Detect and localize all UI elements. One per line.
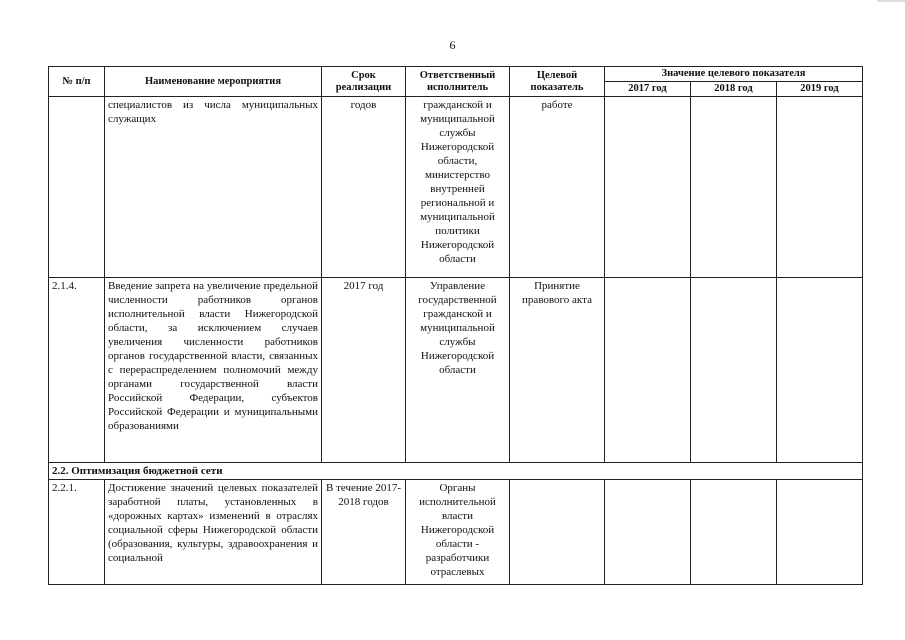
sheet-edge — [877, 0, 905, 2]
header-year-2018: 2018 год — [691, 82, 777, 97]
header-year-2017: 2017 год — [605, 82, 691, 97]
cell-value-2019 — [777, 97, 863, 278]
header-target: Целевой показатель — [510, 67, 605, 97]
cell-target — [510, 480, 605, 585]
cell-value-2017 — [605, 278, 691, 463]
cell-responsible: гражданской и муниципальной службы Нижегородской области, министерство внутренней региональной и муниципальной политики Нижегородской области — [406, 97, 510, 278]
cell-value-2018 — [691, 480, 777, 585]
section-title: 2.2. Оптимизация бюджетной сети — [49, 463, 863, 480]
cell-responsible: Управление государственной гражданской и муниципальной службы Нижегородской области — [406, 278, 510, 463]
header-year-2019: 2019 год — [777, 82, 863, 97]
header-name: Наименование мероприятия — [105, 67, 322, 97]
cell-name: Достижение значений целевых показателей заработной платы, установленных в «дорожных картах» изменений в отраслях социальной сферы Нижегородской области (образования, культуры, здравоохранения и социальной — [105, 480, 322, 585]
header-num: № п/п — [49, 67, 105, 97]
cell-num: 2.2.1. — [49, 480, 105, 585]
cell-term: годов — [322, 97, 406, 278]
cell-target: Принятие правового акта — [510, 278, 605, 463]
cell-value-2019 — [777, 278, 863, 463]
table-row — [49, 278, 863, 463]
cell-responsible: Органы исполнительной власти Нижегородской области - разработчики отраслевых — [406, 480, 510, 585]
cell-value-2017 — [605, 480, 691, 585]
cell-value-2018 — [691, 97, 777, 278]
header-responsible: Ответственный исполнитель — [406, 67, 510, 97]
table-row — [49, 97, 863, 278]
cell-value-2017 — [605, 97, 691, 278]
header-term: Срок реализации — [322, 67, 406, 97]
cell-value-2019 — [777, 480, 863, 585]
measures-table — [48, 66, 863, 585]
header-row — [49, 67, 863, 82]
cell-num — [49, 97, 105, 278]
cell-target: работе — [510, 97, 605, 278]
cell-name: Введение запрета на увеличение предельной численности работников органов исполнительной власти Нижегородской области, за исключением случаев увеличения численности работников органов государственной власти, связанных с перераспределением полномочий между органами государственной власти Российской Федерации, субъектов Российской Федерации и муниципальными образованиями — [105, 278, 322, 463]
header-value-group: Значение целевого показателя — [605, 67, 863, 82]
page-number: 6 — [449, 38, 456, 52]
cell-value-2018 — [691, 278, 777, 463]
cell-name: специалистов из числа муниципальных служащих — [105, 97, 322, 278]
cell-num: 2.1.4. — [49, 278, 105, 463]
table-row — [49, 480, 863, 585]
section-row — [49, 463, 863, 480]
cell-term: 2017 год — [322, 278, 406, 463]
cell-term: В течение 2017-2018 годов — [322, 480, 406, 585]
